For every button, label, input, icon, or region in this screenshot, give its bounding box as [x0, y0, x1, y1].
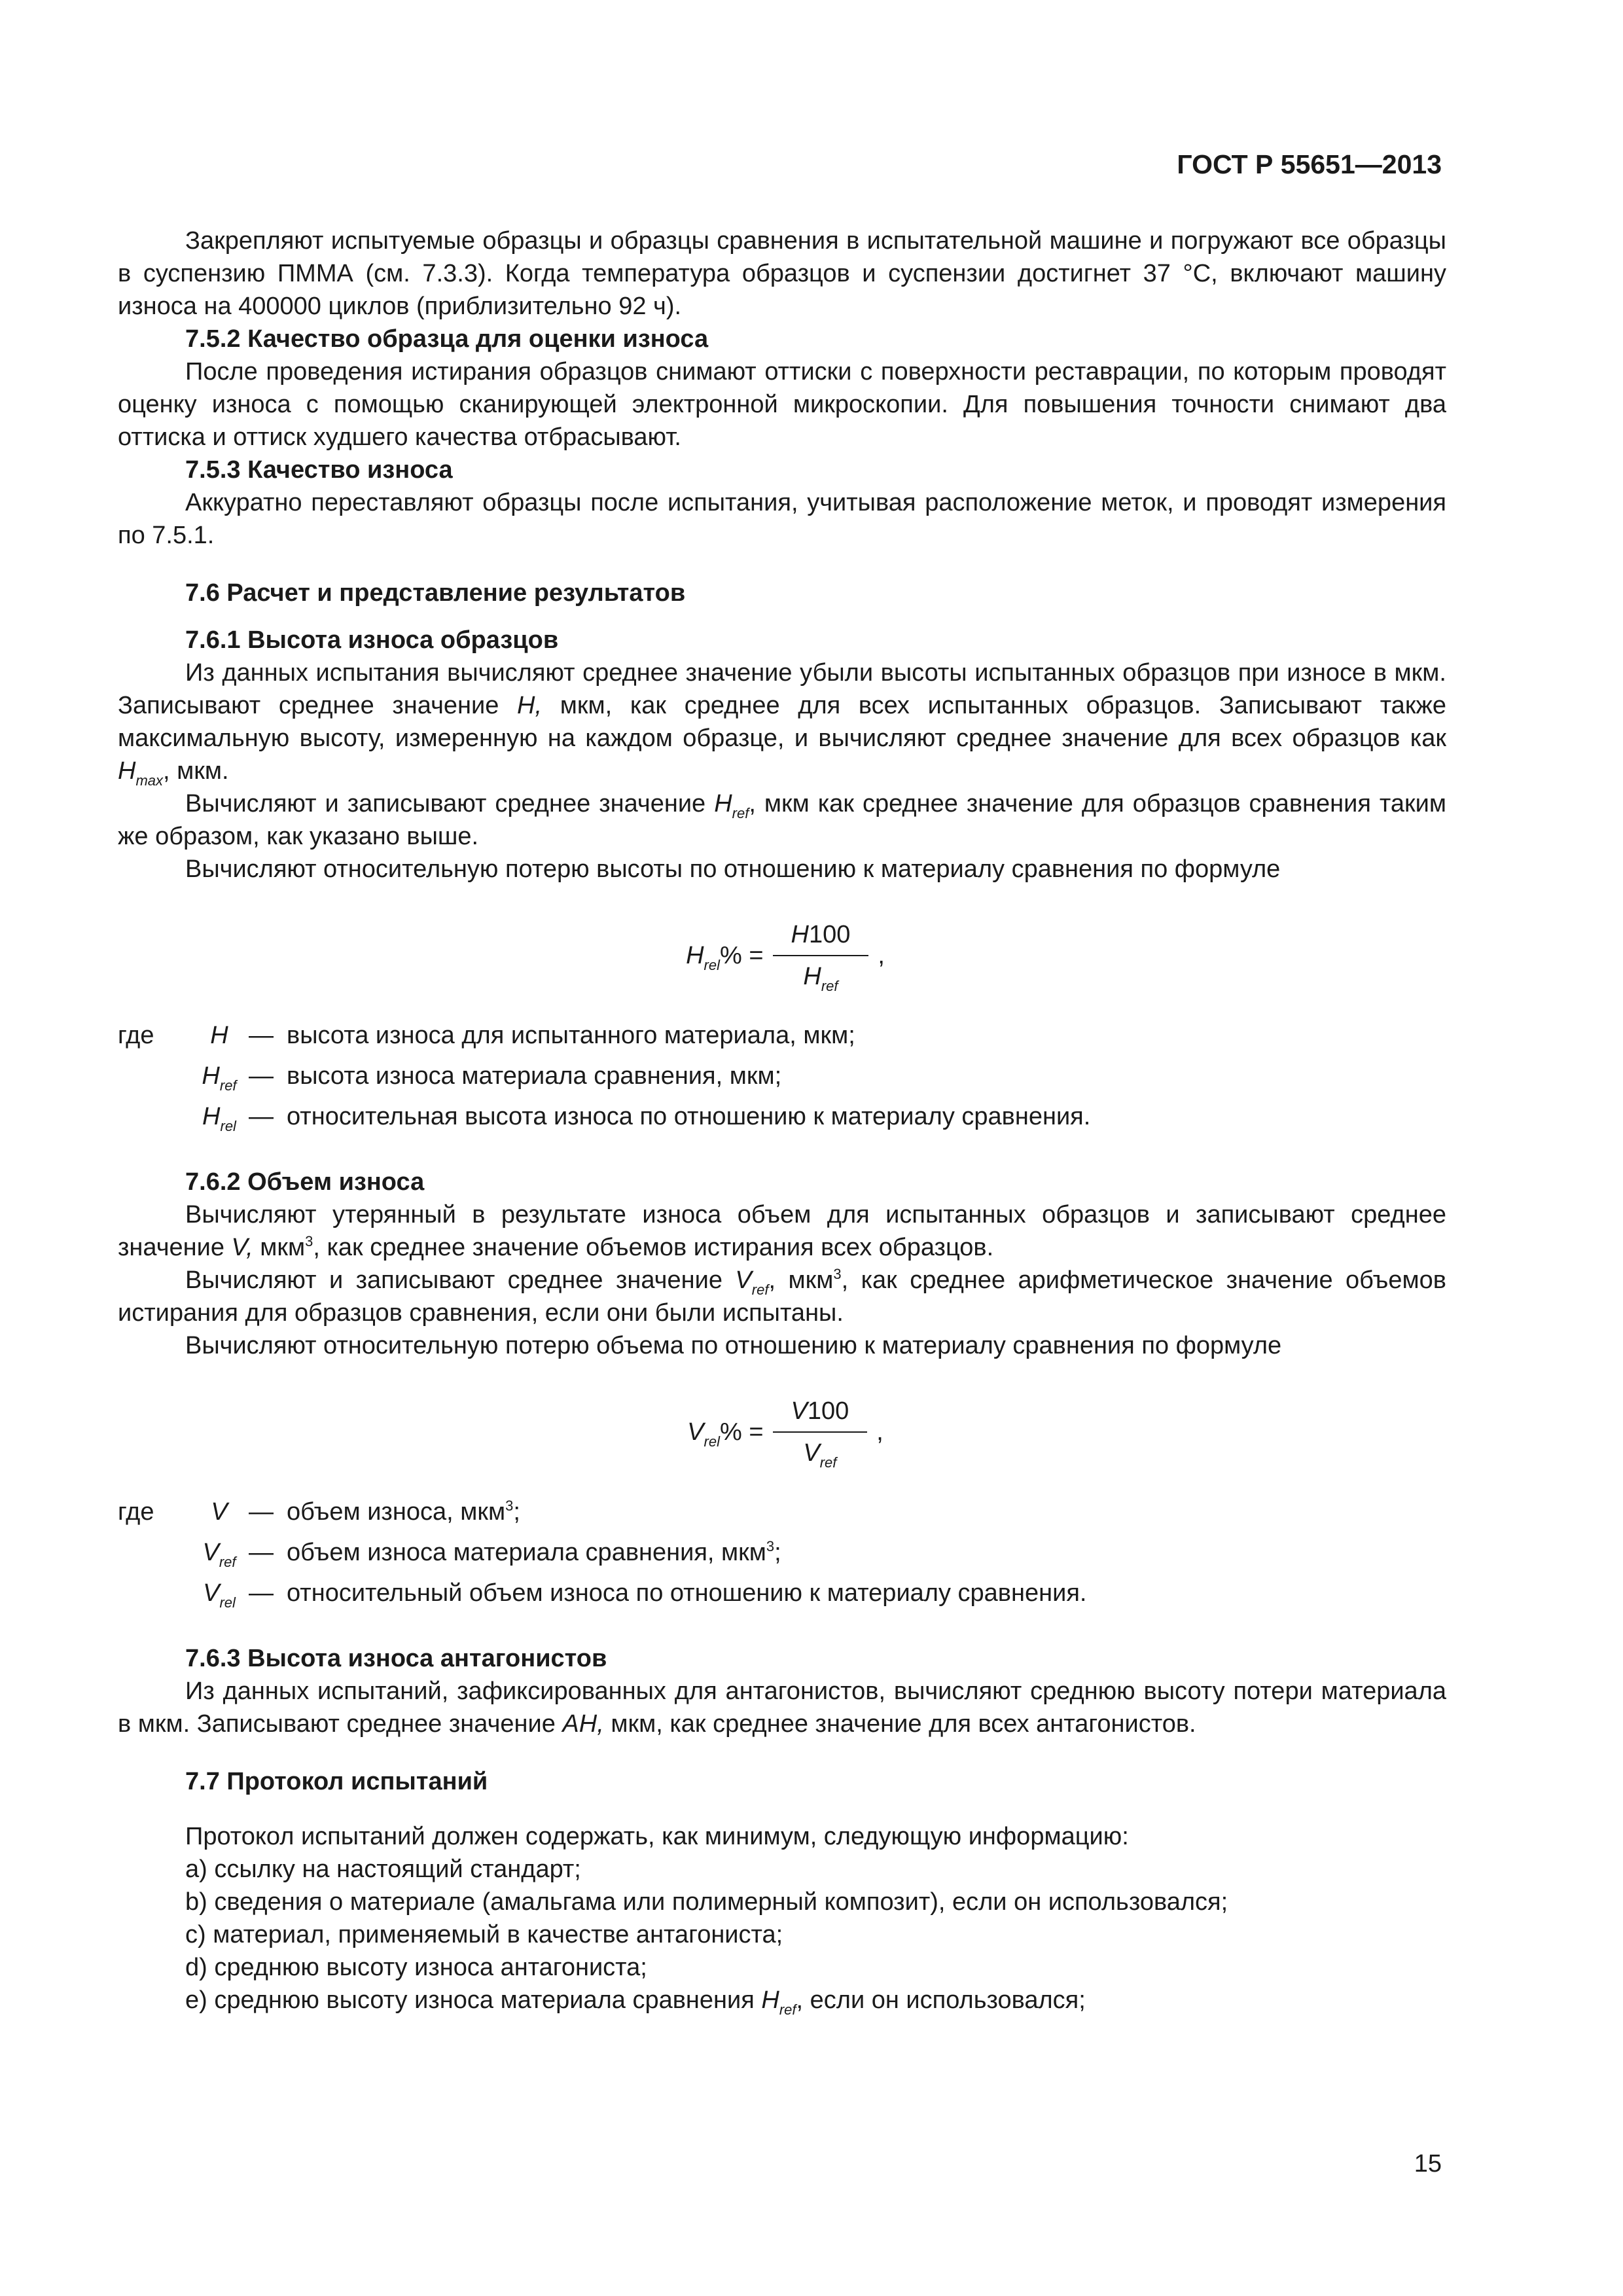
section-7-5-2-text: После проведения истирания образцов снимают оттиски с поверхности реставрации, по которым проводят оценку износа с помощью сканирующей электронной микроскопии. Для повышения точности снимают два оттиска и оттиск худшего качества отбрасывают.: [118, 358, 1446, 451]
formula-numerator: V100: [773, 1395, 868, 1433]
section-7-6-1-paragraph-1: Из данных испытания вычисляют среднее значение убыли высоты испытанных образцов при износе в мкм. Записывают среднее значение H, мкм, как среднее для всех испытанных образцов. Записывают также максимальную высоту, измеренную на каждом образце, и вычисляют среднее значение для всех образцов как $H_{max}$, мкм.: [118, 659, 1446, 789]
list-item: a) ссылку на настоящий стандарт;: [185, 1856, 581, 1883]
legend-row: $H_{rel}$ — относительная высота износа по отношению к материалу сравнения.: [202, 1103, 1091, 1134]
formula-denominator: $V_{ref}$: [803, 1439, 837, 1471]
section-7-6-title: 7.6 Расчет и представление результатов: [185, 579, 686, 607]
formula-lhs: $H_{rel}\%$ =: [686, 942, 764, 973]
section-7-6-3-paragraph: Из данных испытаний, зафиксированных для антагонистов, вычисляют среднюю высоту потери материала в мкм. Записывают среднее значение АН, мкм, как среднее значение для всех антагонистов.: [118, 1677, 1446, 1738]
list-item: d) среднюю высоту износа антагониста;: [185, 1954, 647, 1981]
section-7-6-3-title: 7.6.3 Высота износа антагонистов: [185, 1645, 607, 1672]
height-legend: [118, 1019, 1446, 1141]
formula-fraction: [773, 918, 869, 993]
section-7-6-2-paragraph-3: Вычисляют относительную потерю объема по отношению к материалу сравнения по формуле: [185, 1332, 1282, 1359]
legend-row: где H — высота износа для испытанного материала, мкм;: [118, 1022, 855, 1049]
section-7-6-1-paragraph-3: Вычисляют относительную потерю высоты по отношению к материалу сравнения по формуле: [185, 855, 1281, 883]
formula-numerator: H100: [773, 918, 869, 956]
formula-lhs: $V_{rel}\%$ =: [687, 1418, 764, 1450]
section-7-6-2-title: 7.6.2 Объем износа: [185, 1168, 425, 1196]
section-7-5-3-title: 7.5.3 Качество износа: [185, 456, 453, 484]
list-item: c) материал, применяемый в качестве антагониста;: [185, 1921, 783, 1948]
legend-row: $H_{ref}$ — высота износа материала сравнения, мкм;: [202, 1062, 782, 1094]
formula-denominator: $H_{ref}$: [803, 963, 838, 994]
document-body: [118, 224, 1446, 2017]
section-7-6-1-paragraph-2: Вычисляют и записывают среднее значение $H_{ref}$, мкм как среднее значение для образцов сравнения таким же образом, как указано выше.: [118, 790, 1447, 850]
standard-header: ГОСТ Р 55651—2013: [1177, 149, 1442, 179]
section-7-6-1-title: 7.6.1 Высота износа образцов: [185, 626, 559, 654]
list-item: b) сведения о материале (амальгама или полимерный композит), если он использовался;: [185, 1888, 1228, 1916]
legend-row: $V_{ref}$ — объем износа материала сравнения, мкм$^3$;: [202, 1538, 781, 1570]
legend-row: $V_{rel}$ — относительный объем износа по отношению к материалу сравнения.: [203, 1579, 1087, 1611]
section-7-5-3-text: Аккуратно переставляют образцы после испытания, учитывая расположение меток, и проводят измерения по 7.5.1.: [118, 489, 1446, 549]
page-number: 15: [1414, 2150, 1442, 2178]
volume-formula: $V_{rel}\%$ = $\frac{V100}{V_{ref}}$ ,: [118, 1395, 1446, 1469]
formula-fraction: [773, 1395, 868, 1469]
section-7-7-intro: Протокол испытаний должен содержать, как минимум, следующую информацию:: [185, 1823, 1129, 1850]
section-7-6-2-paragraph-2: Вычисляют и записывают среднее значение $V_{ref}$, мкм$^3$, как среднее арифметическое значение объемов истирания для образцов сравнения, если они были испытаны.: [118, 1266, 1446, 1327]
section-7-6-2-paragraph-1: Вычисляют утерянный в результате износа объем для испытанных образцов и записывают среднее значение V, мкм$^3$, как среднее значение объемов истирания всех образцов.: [118, 1201, 1446, 1261]
volume-legend: [118, 1496, 1446, 1617]
height-formula: $H_{rel}\%$ = $\frac{H100}{H_{ref}}$ ,: [118, 918, 1446, 993]
section-7-5-2-title: 7.5.2 Качество образца для оценки износа: [185, 325, 709, 353]
legend-row: где V — объем износа, мкм$^3$;: [118, 1498, 520, 1526]
intro-paragraph: Закрепляют испытуемые образцы и образцы сравнения в испытательной машине и погружают все образцы в суспензию ПММА (см. 7.3.3). Когда температура образцов и суспензии достигнет 37 °С, включают машину износа на 400000 циклов (приблизительно 92 ч).: [118, 227, 1446, 320]
section-7-7-title: 7.7 Протокол испытаний: [185, 1768, 488, 1795]
list-item: e) среднюю высоту износа материала сравнения $H_{ref}$, если он использовался;: [185, 1986, 1086, 2018]
